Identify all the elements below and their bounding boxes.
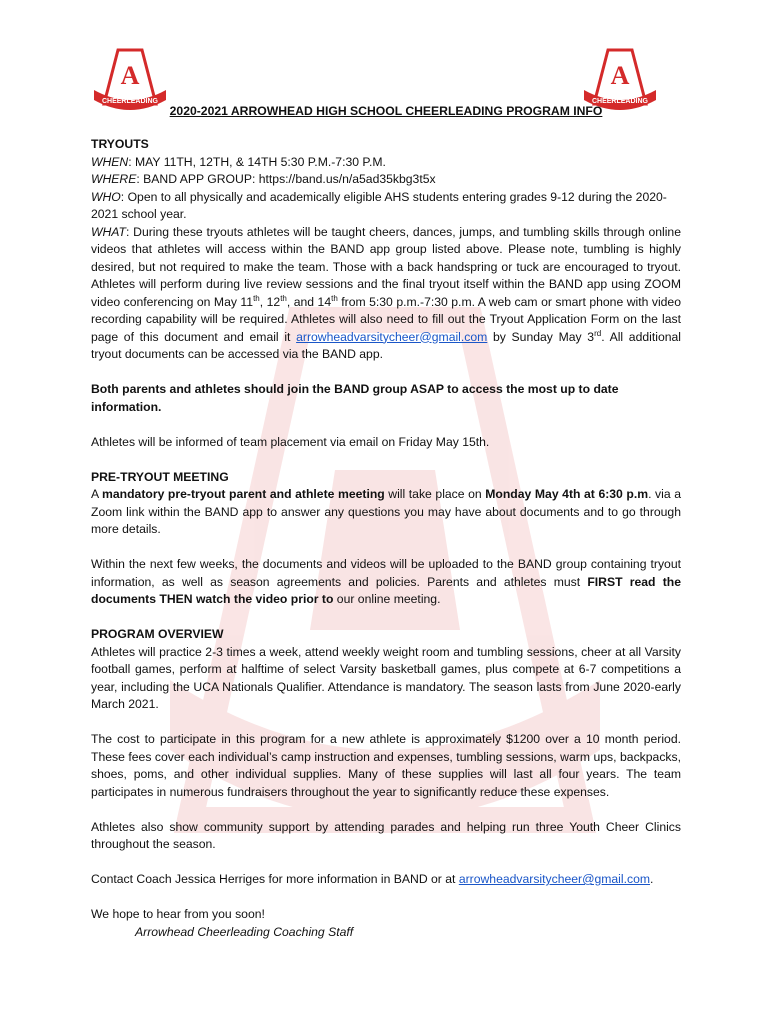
- pretryout-paragraph-2: Within the next few weeks, the documents and videos will be uploaded to the BAND group containing tryout information, as well as season agreements and policies. Parents and athletes must FIRST read the documents THEN watch the video prior to our online meeting.: [91, 557, 681, 606]
- svg-text:A: A: [120, 61, 140, 90]
- overview-heading: PROGRAM OVERVIEW: [91, 627, 224, 641]
- tryouts-what: WHAT: During these tryouts athletes will be taught cheers, dances, jumps, and tumbling skills through online videos that athletes will access within the BAND app group listed above. Please note, tumbling is highly desired, but not required to make the team. Those with a back handspring or tuck are encouraged to tryout. Athletes will perform during live review sessions and the final tryout itself within the BAND app using ZOOM video conferencing on May 11th, 12th, and 14th from 5:30 p.m.-7:30 p.m. A web cam or smart phone with video recording capability will be required. Athletes will also need to fill out the Tryout Application Form on the last page of this document and email it arrowheadvarsitycheer@gmail.com by Sunday May 3rd. All additional tryout documents can be accessed via the BAND app.: [91, 224, 681, 361]
- signature: Arrowhead Cheerleading Coaching Staff: [135, 924, 354, 939]
- overview-paragraph-3: Athletes also show community support by attending parades and helping run three Youth Cheer Clinics throughout the season.: [91, 819, 681, 851]
- document-title: 2020-2021 ARROWHEAD HIGH SCHOOL CHEERLEADING PROGRAM INFO: [169, 104, 603, 118]
- placement-notice: Athletes will be informed of team placement via email on Friday May 15th.: [91, 434, 490, 449]
- svg-text:CHEERLEADING: CHEERLEADING: [101, 98, 159, 105]
- band-notice: Both parents and athletes should join the BAND group ASAP to access the most up to date information.: [91, 382, 619, 414]
- pretryout-paragraph-1: A mandatory pre-tryout parent and athlete meeting will take place on Monday May 4th at 6:30 p.m. via a Zoom link within the BAND app to answer any questions you may have about documents and to go through more details.: [91, 487, 681, 536]
- overview-paragraph-2: The cost to participate in this program for a new athlete is approximately $1200 over a 10 month period. These fees cover each individual’s camp instruction and expenses, tumbling sessions, warm ups, backpacks, shoes, poms, and other individual supplies. Many of these supplies will last all four years. The team participates in numerous fundraisers throughout the year to significantly reduce these expenses.: [91, 732, 681, 799]
- tryouts-when: WHEN: MAY 11TH, 12TH, & 14TH 5:30 P.M.-7:30 P.M.: [91, 154, 386, 169]
- pretryout-heading: PRE-TRYOUT MEETING: [91, 469, 229, 484]
- svg-text:A: A: [610, 61, 630, 90]
- tryouts-who: WHO: Open to all physically and academically eligible AHS students entering grades 9-12 during the 2020-2021 school year.: [91, 189, 667, 221]
- tryout-email-link[interactable]: arrowheadvarsitycheer@gmail.com: [296, 329, 488, 344]
- closing-line: We hope to hear from you soon!: [91, 907, 265, 921]
- contact-email-link[interactable]: arrowheadvarsitycheer@gmail.com: [458, 872, 651, 886]
- overview-paragraph-1: Athletes will practice 2-3 times a week, attend weekly weight room and tumbling sessions, cheer at all Varsity football games, perform at halftime of select Varsity basketball games, plus compete at 6-7 competitions a year, including the UCA Nationals Qualifier. Attendance is mandatory. The season lasts from June 2020-early March 2021.: [91, 644, 681, 711]
- svg-text:CHEERLEADING: CHEERLEADING: [591, 98, 649, 105]
- document-body: [91, 136, 681, 941]
- contact-line: Contact Coach Jessica Herriges for more information in BAND or at arrowheadvarsitycheer@gmail.com.: [91, 872, 654, 886]
- tryouts-where: WHERE: BAND APP GROUP: https://band.us/n/a5ad35kbg3t5x: [91, 172, 436, 186]
- tryouts-heading: TRYOUTS: [91, 137, 149, 151]
